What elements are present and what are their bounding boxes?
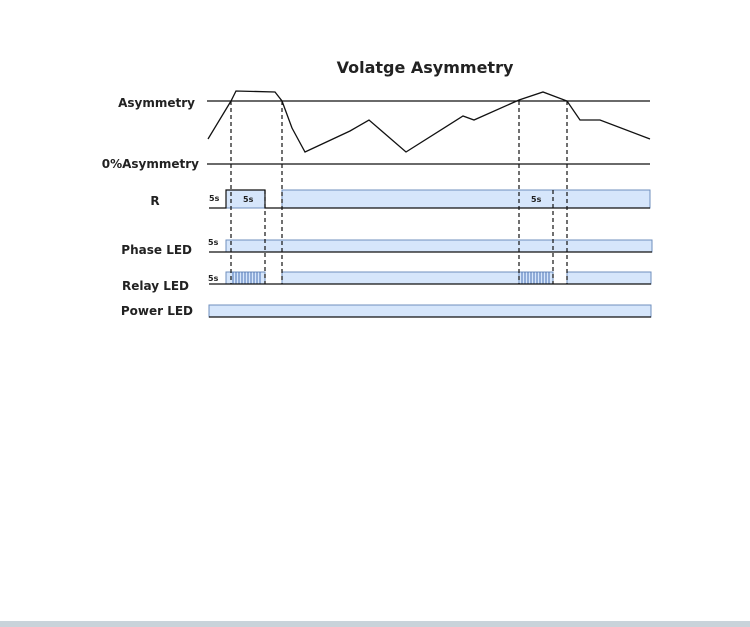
r-label: R xyxy=(150,194,160,208)
relay-led-row xyxy=(208,272,651,284)
r-row xyxy=(209,190,650,208)
r-delay-label-1: 5s xyxy=(209,194,220,203)
diagram-title: Volatge Asymmetry xyxy=(336,58,514,77)
phase-led-row xyxy=(208,238,652,252)
relay-led-label: Relay LED xyxy=(121,279,189,293)
r-active-pulse-2 xyxy=(282,190,650,208)
relay-led-on-bar xyxy=(282,272,519,284)
r-delay-label-3: 5s xyxy=(531,195,542,204)
phase-led-delay-label: 5s xyxy=(208,238,219,247)
asymmetry-curve xyxy=(208,91,650,152)
r-delay-label-2: 5s xyxy=(243,195,254,204)
power-led-row xyxy=(209,305,651,317)
power-led-label: Power LED xyxy=(120,304,193,318)
asymmetry-label: Asymmetry xyxy=(118,96,195,110)
bottom-bar xyxy=(0,621,750,627)
phase-led-label: Phase LED xyxy=(121,243,192,257)
relay-led-on-bar-2 xyxy=(567,272,651,284)
relay-led-delay-label: 5s xyxy=(208,274,219,283)
zero-asymmetry-label: 0%Asymmetry xyxy=(101,157,199,171)
power-led-on-bar xyxy=(209,305,651,317)
relay-led-blink-2 xyxy=(519,272,553,284)
phase-led-on-bar xyxy=(226,240,652,252)
